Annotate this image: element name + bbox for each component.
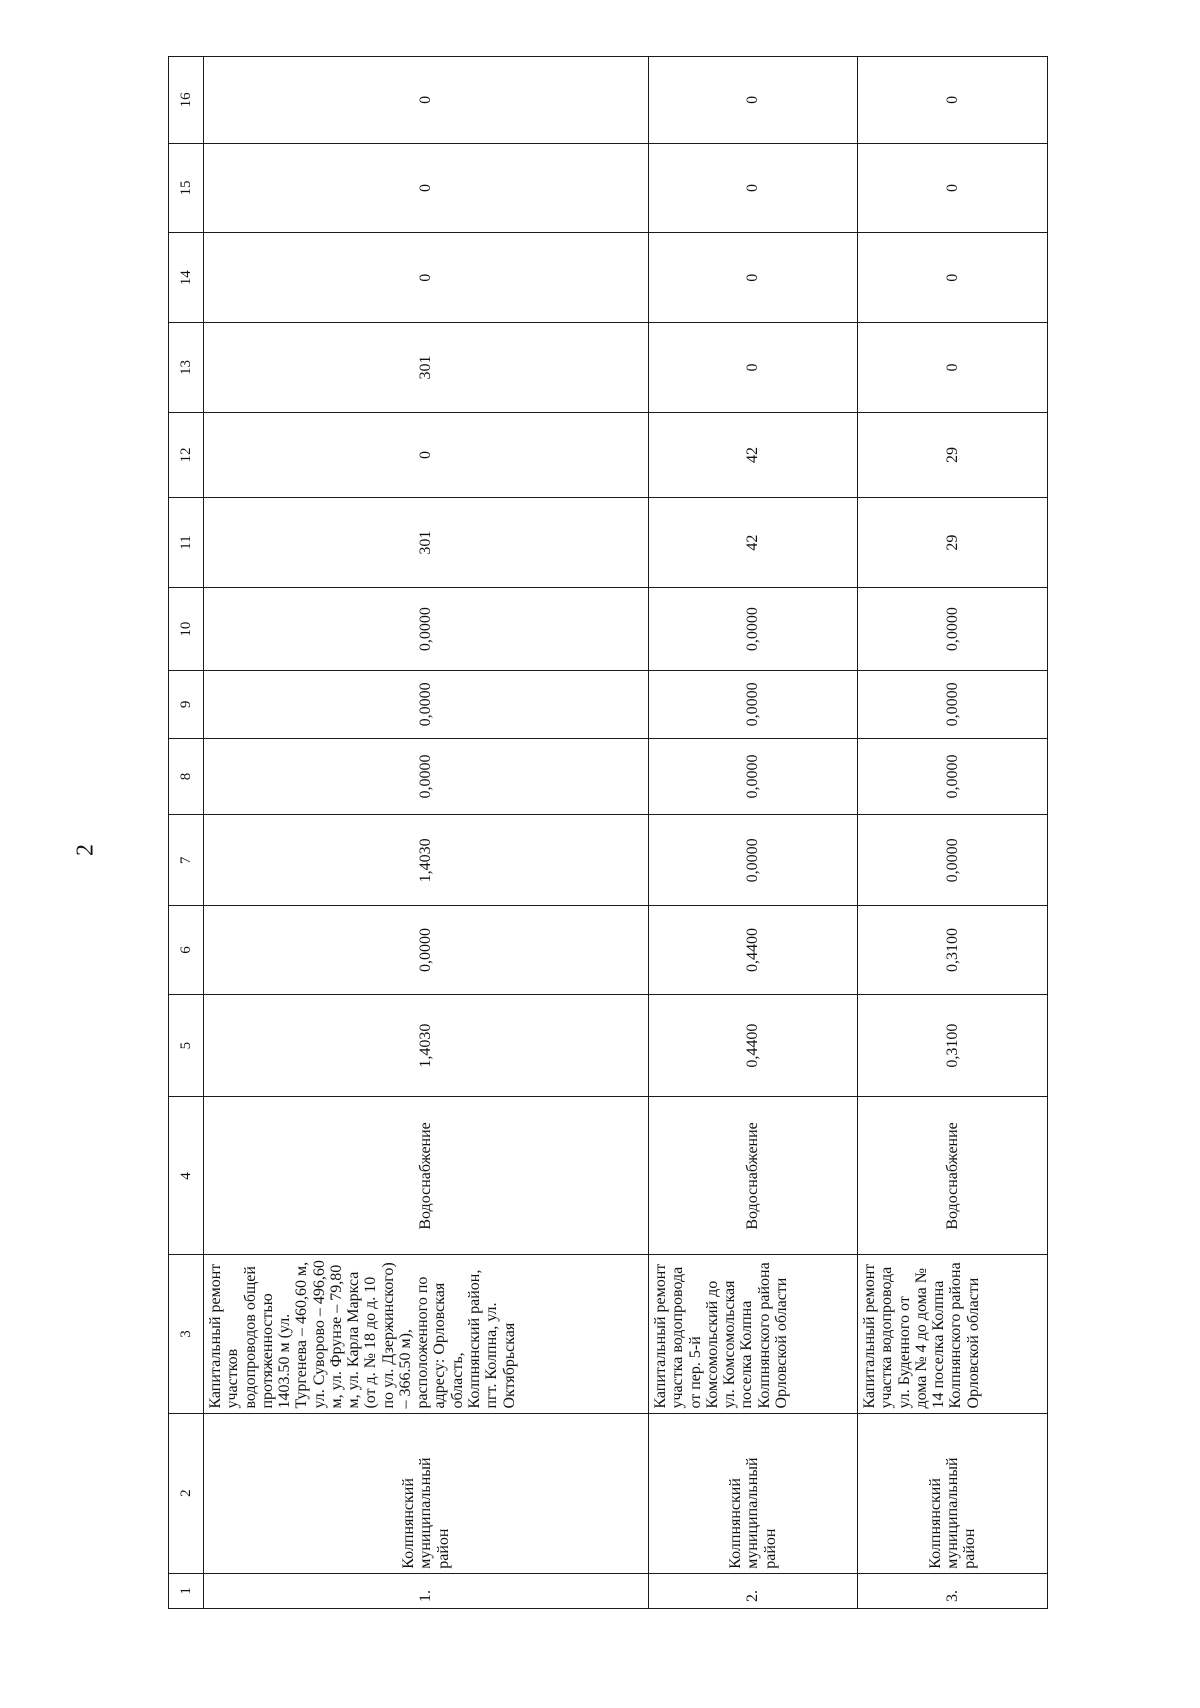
value-cell: 301 <box>204 323 649 413</box>
value-cell: 0,0000 <box>204 906 649 995</box>
col-header: 13 <box>169 323 204 413</box>
data-table <box>168 56 1048 1609</box>
col-header: 15 <box>169 143 204 233</box>
value-cell: 0,0000 <box>858 738 1048 815</box>
type-cell: Водоснабжение <box>204 1097 649 1255</box>
col-header: 1 <box>169 1573 204 1608</box>
type-cell: Водоснабжение <box>649 1097 858 1255</box>
value-cell: 0,4400 <box>649 994 858 1097</box>
district-cell: Колпнянский муниципальный район <box>649 1413 858 1573</box>
value-cell: 0,4400 <box>649 906 858 995</box>
value-cell: 0 <box>649 57 858 144</box>
value-cell: 0,3100 <box>858 906 1048 995</box>
value-cell: 0,0000 <box>649 815 858 906</box>
value-cell: 42 <box>649 412 858 497</box>
header-row <box>169 57 204 1609</box>
value-cell: 0 <box>858 57 1048 144</box>
district-cell: Колпнянский муниципальный район <box>204 1413 649 1573</box>
value-cell: 0,3100 <box>858 994 1048 1097</box>
value-cell: 29 <box>858 498 1048 588</box>
col-header: 5 <box>169 994 204 1097</box>
table-row <box>204 57 649 1609</box>
value-cell: 0 <box>858 323 1048 413</box>
row-number: 2. <box>649 1573 858 1608</box>
value-cell: 0,0000 <box>858 587 1048 670</box>
value-cell: 0,0000 <box>858 815 1048 906</box>
value-cell: 0 <box>204 412 649 497</box>
value-cell: 0,0000 <box>649 587 858 670</box>
col-header: 3 <box>169 1255 204 1413</box>
value-cell: 0 <box>649 143 858 233</box>
value-cell: 0 <box>649 233 858 323</box>
value-cell: 0 <box>204 143 649 233</box>
value-cell: 0 <box>204 57 649 144</box>
col-header: 11 <box>169 498 204 588</box>
value-cell: 1,4030 <box>204 815 649 906</box>
value-cell: 0 <box>649 323 858 413</box>
value-cell: 0,0000 <box>204 671 649 738</box>
value-cell: 42 <box>649 498 858 588</box>
value-cell: 29 <box>858 412 1048 497</box>
page-number: 2 <box>72 844 99 856</box>
table-row <box>649 57 858 1609</box>
table-row <box>858 57 1048 1609</box>
col-header: 10 <box>169 587 204 670</box>
col-header: 4 <box>169 1097 204 1255</box>
col-header: 6 <box>169 906 204 995</box>
col-header: 12 <box>169 412 204 497</box>
value-cell: 0 <box>858 233 1048 323</box>
col-header: 7 <box>169 815 204 906</box>
rotated-table-container <box>168 56 1043 1609</box>
value-cell: 0,0000 <box>649 671 858 738</box>
col-header: 2 <box>169 1413 204 1573</box>
value-cell: 0,0000 <box>858 671 1048 738</box>
description-cell: Капитальный ремонт участка водопровода ул. Буденного от дома № 4 до дома № 14 поселка Колпна Колпнянского района Орловской области <box>858 1255 1048 1413</box>
value-cell: 1,4030 <box>204 994 649 1097</box>
value-cell: 0,0000 <box>204 738 649 815</box>
col-header: 16 <box>169 57 204 144</box>
value-cell: 0 <box>858 143 1048 233</box>
description-cell: Капитальный ремонт участка водопровода от пер. 5-й Комсомольский до ул. Комсомольская поселка Колпна Колпнянского района Орловской области <box>649 1255 858 1413</box>
value-cell: 301 <box>204 498 649 588</box>
col-header: 14 <box>169 233 204 323</box>
col-header: 9 <box>169 671 204 738</box>
value-cell: 0,0000 <box>649 738 858 815</box>
row-number: 1. <box>204 1573 649 1608</box>
row-number: 3. <box>858 1573 1048 1608</box>
col-header: 8 <box>169 738 204 815</box>
description-cell: Капитальный ремонт участков водопроводов общей протяженностью 1403.50 м (ул. Тургенева – 460,60 м, ул. Суворово – 496,60 м, ул. Фрунзе – 79,80 м, ул. Карла Маркса (от д. № 18 до д. 10 по ул. Дзержинского) – 366.50 м), расположенного по адресу: Орловская область, Колпнянский район, пгт. Колпна, ул. Октябрьская <box>204 1255 649 1413</box>
type-cell: Водоснабжение <box>858 1097 1048 1255</box>
value-cell: 0,0000 <box>204 587 649 670</box>
value-cell: 0 <box>204 233 649 323</box>
district-cell: Колпнянский муниципальный район <box>858 1413 1048 1573</box>
